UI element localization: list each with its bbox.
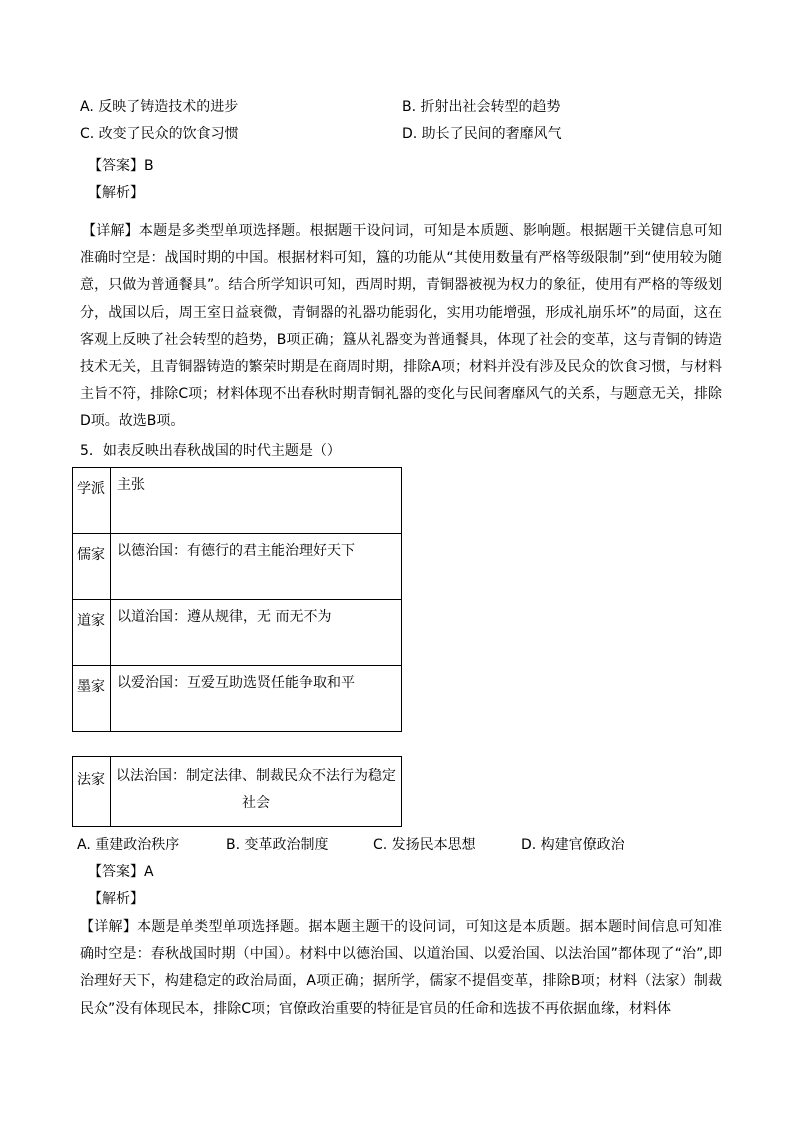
table-header-school: 学派 — [73, 468, 111, 534]
table-cell-school: 墨家 — [73, 666, 111, 732]
q4-option-b: B. 折射出社会转型的趋势 — [402, 99, 561, 115]
q5-detail-paragraph: 【详解】本题是单类型单项选择题。据本题主题干的设问词，可知这是本质题。据本题时间信息可知准确时空是：春秋战国时期（中国）。材料中以德治国、以道治国、以爱治国、以法治国”都体现了“治”,即治理好天下，构建稳定的政治局面，A项正确；据所学，儒家不提倡变革，排除B项；材料（法家）制裁民众”没有体现民本，排除C项；官僚政治重要的特征是官员的任命和选拔不再依据血缘，材料体 — [80, 919, 722, 1017]
q4-option-c: C. 改变了民众的饮食习惯 — [80, 126, 239, 142]
q5-answer: 【答案】A — [88, 864, 154, 880]
table-row — [73, 757, 402, 827]
school-table-continued — [72, 756, 402, 827]
table-cell-claim: 以道治国：遵从规律，无 而无不为 — [111, 600, 402, 666]
table-cell-claim-line1: 以法治国：制定法律、制裁民众不法行为稳定 — [116, 768, 396, 784]
q5-option-c: C. 发扬民本思想 — [373, 837, 476, 853]
q4-detail-paragraph: 【详解】本题是多类型单项选择题。根据题干设问词，可知是本质题、影响题。根据题干关键信息可知准确时空是：战国时期的中国。根据材料可知，簋的功能从“其使用数量有严格等级限制”到“使用较为随意，只做为普通餐具”。结合所学知识可知，西周时期，青铜器被视为权力的象征，使用有严格的等级划分，战国以后，周王室日益衰微，青铜器的礼器功能弱化，实用功能增强，形成礼崩乐坏”的局面，这在客观上反映了社会转型的趋势，B项正确；簋从礼器变为普通餐具，体现了社会的变革，这与青铜的铸造技术无关，且青铜器铸造的繁荣时期是在商周时期，排除A项；材料并没有涉及民众的饮食习惯，与材料主旨不符，排除C项；材料体现不出春秋时期青铜礼器的变化与民间奢靡风气的关系，与题意无关，排除D项。故选B项。 — [80, 223, 722, 430]
table-row — [73, 534, 402, 600]
q4-option-d: D. 助长了民间的奢靡风气 — [402, 126, 562, 142]
table-cell-school: 儒家 — [73, 534, 111, 600]
q5-analysis-label: 【解析】 — [88, 891, 144, 907]
q5-option-d: D. 构建官僚政治 — [521, 837, 625, 853]
table-cell-claim: 以德治国：有德行的君主能治理好天下 — [111, 534, 402, 600]
q4-option-a: A. 反映了铸造技术的进步 — [80, 99, 239, 115]
table-cell-claim — [111, 757, 402, 827]
table-cell-claim: 以爱治国：互爱互助选贤任能争取和平 — [111, 666, 402, 732]
table-row — [73, 666, 402, 732]
q5-title: 5．如表反映出春秋战国的时代主题是（） — [80, 443, 341, 459]
school-table — [72, 467, 402, 732]
table-cell-claim-line2: 社会 — [242, 795, 270, 811]
table-cell-school: 道家 — [73, 600, 111, 666]
table-row — [73, 600, 402, 666]
q5-option-b: B. 变革政治制度 — [226, 837, 329, 853]
q5-option-a: A. 重建政治秩序 — [77, 837, 180, 853]
table-cell-school: 法家 — [73, 757, 111, 827]
q4-analysis-label: 【解析】 — [88, 185, 144, 201]
table-header-claim: 主张 — [111, 468, 402, 534]
q4-answer: 【答案】B — [88, 158, 154, 174]
